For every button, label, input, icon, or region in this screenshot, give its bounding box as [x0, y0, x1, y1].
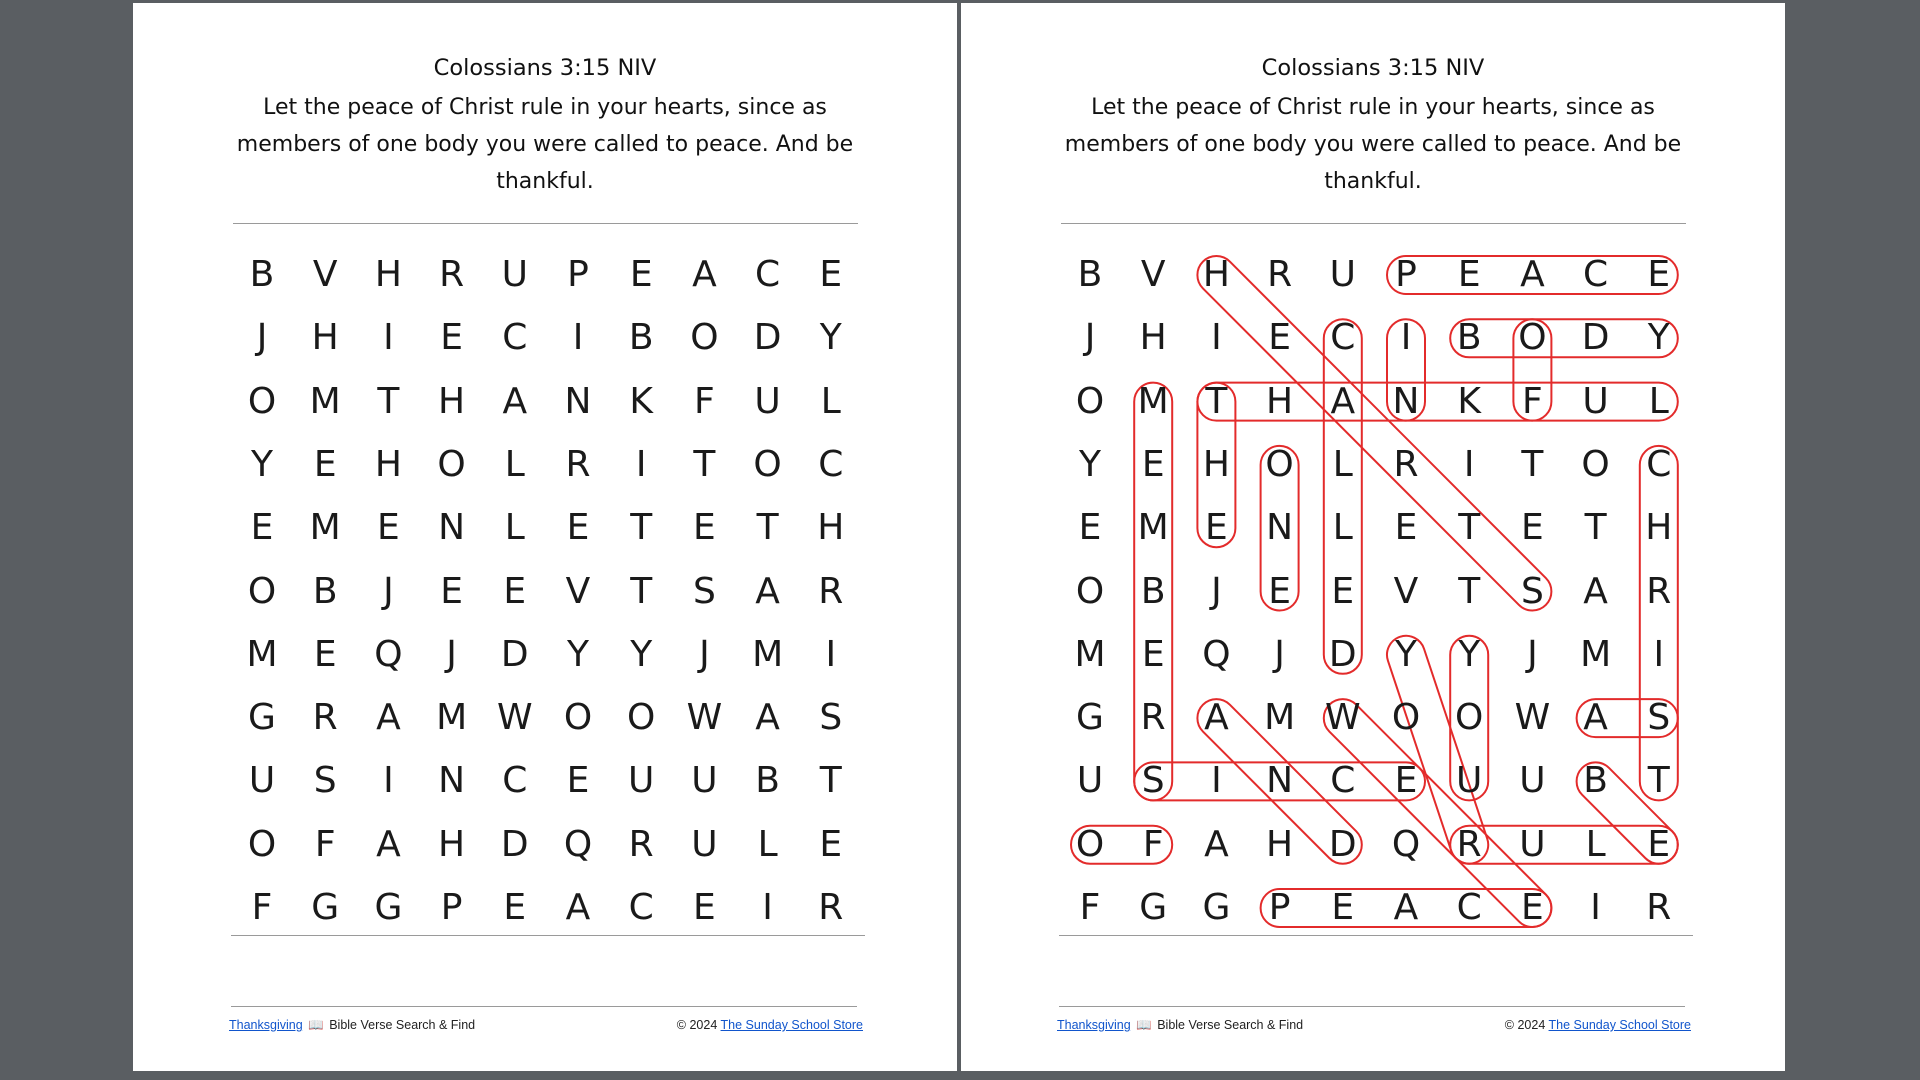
grid-letter: T — [377, 380, 400, 422]
grid-letter: U — [1582, 380, 1609, 422]
grid-letter: W — [686, 697, 723, 739]
grid-letter: T — [1584, 507, 1607, 549]
grid-letter: O — [1518, 317, 1547, 359]
store-link[interactable]: The Sunday School Store — [1548, 1018, 1691, 1032]
grid-letter: H — [1202, 254, 1230, 295]
grid-letter: G — [374, 887, 403, 928]
grid-letter: A — [376, 823, 401, 865]
grid-letter: Q — [1202, 633, 1231, 675]
grid-letter: R — [1140, 697, 1166, 739]
grid-letter: C — [1583, 254, 1609, 295]
grid-letter: E — [566, 760, 590, 802]
grid-letter: O — [1075, 380, 1105, 422]
letter-grid — [961, 3, 1785, 1071]
footer-right — [1505, 1018, 1691, 1032]
grid-letter: A — [692, 254, 717, 295]
grid-letter: E — [1268, 317, 1291, 359]
grid-letter: I — [1400, 317, 1412, 359]
grid-letter: O — [1391, 697, 1421, 739]
grid-letter: E — [693, 887, 716, 928]
grid-letter: F — [1142, 823, 1164, 865]
grid-letter: H — [1266, 380, 1294, 422]
grid-letter: W — [496, 697, 533, 739]
grid-letter: I — [1463, 443, 1475, 485]
grid-letter: O — [1075, 570, 1105, 612]
grid-letter: O — [1581, 443, 1610, 485]
book-icon: 📖 — [308, 1018, 324, 1032]
grid-letter: R — [1646, 887, 1672, 928]
grid-letter: G — [248, 697, 276, 739]
worksheet-page-answer-key — [961, 3, 1785, 1071]
grid-letter: C — [502, 760, 528, 802]
grid-letter: M — [1074, 633, 1106, 675]
grid-letter: Y — [630, 633, 653, 675]
grid-letter: Y — [1079, 443, 1101, 485]
grid-letter: I — [383, 760, 394, 802]
grid-letter: H — [1645, 507, 1673, 549]
grid-letter: A — [1520, 254, 1545, 295]
grid-letter: R — [1646, 570, 1672, 612]
grid-letter: T — [630, 507, 653, 549]
grid-letter: R — [565, 443, 591, 485]
grid-letter: L — [1648, 380, 1669, 422]
grid-letter: E — [1331, 887, 1355, 928]
grid-letter: B — [312, 570, 338, 612]
grid-letter: Q — [563, 823, 593, 865]
grid-letter: E — [1141, 443, 1165, 485]
grid-letter: C — [1646, 443, 1672, 485]
grid-letter: V — [565, 570, 591, 612]
grid-letter: P — [1268, 887, 1291, 928]
footer-divider — [231, 1006, 857, 1007]
grid-letter: M — [309, 507, 341, 549]
grid-letter: A — [1204, 823, 1229, 865]
grid-letter: I — [1211, 760, 1222, 802]
grid-letter: U — [248, 760, 276, 802]
grid-letter: E — [377, 507, 400, 549]
store-link[interactable]: The Sunday School Store — [720, 1018, 863, 1032]
grid-letter: J — [699, 633, 710, 675]
grid-letter: E — [693, 507, 716, 549]
grid-letter: E — [250, 507, 274, 549]
worksheet-page-puzzle — [133, 3, 957, 1071]
grid-letter: S — [692, 570, 716, 612]
grid-letter: Y — [251, 443, 273, 485]
category-link[interactable]: Thanksgiving — [229, 1018, 303, 1032]
grid-letter: D — [1581, 317, 1610, 359]
grid-letter: I — [1211, 317, 1222, 359]
grid-letter: A — [1204, 697, 1229, 739]
footer-divider — [1059, 1006, 1685, 1007]
grid-letter: M — [309, 380, 341, 422]
grid-letter: E — [503, 887, 527, 928]
grid-letter: R — [1456, 823, 1482, 865]
grid-letter: U — [1329, 254, 1356, 295]
grid-letter: A — [755, 570, 780, 612]
grid-letter: T — [756, 507, 779, 549]
grid-letter: A — [502, 380, 528, 422]
grid-letter: S — [1647, 697, 1671, 739]
grid-letter: O — [627, 697, 656, 739]
grid-letter: Y — [567, 633, 589, 675]
grid-letter: A — [1583, 697, 1608, 739]
grid-letter: U — [691, 760, 718, 802]
grid-letter: A — [1393, 887, 1419, 928]
grid-letter: U — [1519, 823, 1546, 865]
grid-letter: B — [1077, 254, 1103, 295]
grid-letter: J — [1527, 633, 1538, 675]
grid-letter: U — [501, 254, 528, 295]
grid-letter: Y — [819, 317, 842, 359]
grid-letter: N — [1266, 507, 1294, 549]
grid-letter: T — [693, 443, 716, 485]
grid-letter: E — [1078, 507, 1102, 549]
grid-letter: O — [247, 570, 277, 612]
grid-letter: O — [437, 443, 466, 485]
grid-letter: S — [313, 760, 337, 802]
grid-letter: O — [753, 443, 782, 485]
grid-letter: U — [754, 380, 781, 422]
grid-letter: D — [1328, 823, 1357, 865]
grid-letter: L — [1332, 507, 1353, 549]
grid-letter: U — [1519, 760, 1546, 802]
grid-letter: E — [1457, 254, 1481, 295]
grid-letter: C — [818, 443, 844, 485]
book-icon: 📖 — [1136, 1018, 1152, 1032]
grid-letter: J — [383, 570, 394, 612]
grid-letter: R — [1393, 443, 1419, 485]
grid-letter: L — [504, 443, 525, 485]
grid-letter: V — [1393, 570, 1419, 612]
grid-letter: E — [1331, 570, 1355, 612]
grid-letter: A — [565, 887, 591, 928]
grid-letter: N — [1266, 760, 1294, 802]
grid-letter: E — [1394, 760, 1418, 802]
grid-letter: T — [819, 760, 842, 802]
grid-letter: E — [1394, 507, 1418, 549]
verse-reference: Colossians 3:15 NIV — [1261, 55, 1485, 81]
grid-letter: K — [1457, 380, 1481, 422]
grid-letter: V — [1140, 254, 1166, 295]
grid-letter: O — [247, 823, 277, 865]
grid-letter: G — [1202, 887, 1231, 928]
grid-letter: P — [440, 887, 463, 928]
grid-letter: C — [1330, 317, 1356, 359]
grid-letter: A — [1330, 380, 1356, 422]
grid-letter: B — [755, 760, 780, 802]
grid-letter: O — [247, 380, 277, 422]
grid-letter: O — [1265, 443, 1294, 485]
grid-letter: L — [504, 507, 525, 549]
verse-reference: Colossians 3:15 NIV — [433, 55, 657, 81]
grid-letter: B — [1456, 317, 1482, 359]
grid-letter: L — [1332, 443, 1353, 485]
grid-letter: C — [1330, 760, 1356, 802]
grid-letter: E — [503, 570, 527, 612]
grid-letter: O — [563, 697, 593, 739]
footer-title: Bible Verse Search & Find — [1157, 1018, 1304, 1032]
grid-letter: A — [376, 697, 401, 739]
grid-letter: S — [819, 697, 843, 739]
grid-letter: L — [757, 823, 778, 865]
grid-letter: E — [1647, 823, 1671, 865]
grid-letter: B — [249, 254, 275, 295]
grid-letter: U — [1076, 760, 1104, 802]
grid-letter: S — [1520, 570, 1544, 612]
grid-letter: H — [817, 507, 845, 549]
grid-letter: E — [819, 254, 843, 295]
grid-letter: O — [1455, 697, 1484, 739]
grid-letter: M — [752, 633, 784, 675]
grid-letter: A — [755, 697, 780, 739]
grid-letter: E — [1521, 507, 1544, 549]
grid-letter: B — [1140, 570, 1166, 612]
grid-letter: Y — [1395, 633, 1417, 675]
grid-letter: J — [446, 633, 457, 675]
grid-letter: N — [564, 380, 592, 422]
grid-letter: M — [1137, 507, 1169, 549]
grid-letter: T — [630, 570, 653, 612]
grid-letter: Y — [1458, 633, 1481, 675]
grid-letter: E — [1268, 570, 1291, 612]
grid-letter: H — [1139, 317, 1167, 359]
bottom-divider — [231, 935, 865, 936]
grid-letter: T — [1647, 760, 1670, 802]
grid-letter: T — [1458, 507, 1481, 549]
grid-letter: M — [1137, 380, 1169, 422]
grid-letter: C — [755, 254, 781, 295]
grid-letter: G — [311, 887, 340, 928]
grid-letter: G — [1139, 887, 1168, 928]
grid-letter: W — [1514, 697, 1551, 739]
letter-grid — [133, 3, 957, 1071]
copyright-text: © 2024 — [1504, 1018, 1546, 1032]
grid-letter: E — [313, 443, 337, 485]
grid-letter: M — [436, 697, 468, 739]
grid-letter: M — [246, 633, 278, 675]
grid-letter: I — [572, 317, 584, 359]
grid-letter: F — [1522, 380, 1543, 422]
grid-letter: F — [314, 823, 336, 865]
grid-letter: U — [628, 760, 655, 802]
grid-letter: H — [311, 317, 339, 359]
grid-letter: E — [313, 633, 337, 675]
grid-letter: W — [1324, 697, 1361, 739]
grid-letter: Q — [1391, 823, 1421, 865]
footer-title: Bible Verse Search & Find — [329, 1018, 476, 1032]
grid-letter: Y — [1647, 317, 1670, 359]
grid-letter: H — [374, 443, 402, 485]
grid-letter: A — [1583, 570, 1608, 612]
grid-letter: S — [1141, 760, 1165, 802]
grid-letter: R — [312, 697, 338, 739]
grid-letter: E — [440, 570, 463, 612]
grid-letter: E — [1647, 254, 1671, 295]
grid-letter: M — [1580, 633, 1612, 675]
grid-letter: E — [629, 254, 653, 295]
grid-letter: R — [1267, 254, 1293, 295]
grid-letter: M — [1264, 697, 1296, 739]
grid-letter: F — [1079, 887, 1101, 928]
grid-letter: F — [251, 887, 273, 928]
grid-letter: O — [690, 317, 719, 359]
bottom-divider — [1059, 935, 1693, 936]
grid-letter: C — [502, 317, 528, 359]
grid-letter: E — [440, 317, 463, 359]
grid-letter: T — [1205, 380, 1228, 422]
grid-letter: I — [1653, 633, 1665, 675]
grid-letter: I — [825, 633, 837, 675]
verse-text: Let the peace of Christ rule in your hearts, since as members of one body you were called to peace. And be thankful. — [1064, 95, 1682, 194]
grid-letter: C — [1456, 887, 1482, 928]
grid-letter: N — [438, 760, 466, 802]
grid-letter: B — [1583, 760, 1608, 802]
grid-letter: J — [1084, 317, 1096, 359]
footer-left — [1057, 1018, 1303, 1033]
category-link[interactable]: Thanksgiving — [1057, 1018, 1131, 1032]
grid-letter: R — [818, 570, 844, 612]
grid-letter: N — [1392, 380, 1420, 422]
footer-right — [677, 1018, 863, 1032]
grid-letter: D — [1328, 633, 1357, 675]
grid-letter: D — [500, 633, 529, 675]
grid-letter: J — [1211, 570, 1222, 612]
grid-letter: E — [1521, 887, 1544, 928]
grid-letter: I — [635, 443, 647, 485]
verse-text: Let the peace of Christ rule in your hearts, since as members of one body you were called to peace. And be thankful. — [236, 95, 854, 194]
grid-letter: R — [439, 254, 465, 295]
grid-letter: H — [438, 823, 466, 865]
grid-letter: L — [820, 380, 841, 422]
grid-letter: H — [374, 254, 402, 295]
grid-letter: I — [762, 887, 773, 928]
grid-letter: E — [819, 823, 843, 865]
grid-letter: U — [1456, 760, 1483, 802]
grid-letter: E — [1141, 633, 1165, 675]
grid-letter: P — [567, 254, 589, 295]
grid-letter: C — [628, 887, 654, 928]
grid-letter: L — [1585, 823, 1606, 865]
grid-letter: D — [500, 823, 529, 865]
grid-letter: Q — [374, 633, 403, 675]
grid-letter: U — [691, 823, 718, 865]
grid-letter: T — [1458, 570, 1481, 612]
grid-letter: J — [1274, 633, 1285, 675]
grid-letter: H — [438, 380, 466, 422]
grid-letter: N — [438, 507, 466, 549]
grid-letter: G — [1076, 697, 1104, 739]
footer-left — [229, 1018, 475, 1033]
grid-letter: O — [1075, 823, 1105, 865]
grid-letter: E — [566, 507, 590, 549]
grid-letter: R — [628, 823, 654, 865]
grid-letter: R — [818, 887, 844, 928]
grid-letter: I — [383, 317, 394, 359]
grid-letter: F — [694, 380, 715, 422]
grid-letter: E — [1205, 507, 1228, 549]
grid-letter: K — [629, 380, 653, 422]
grid-letter: B — [628, 317, 654, 359]
grid-letter: H — [1202, 443, 1230, 485]
grid-letter: P — [1395, 254, 1417, 295]
grid-letter: V — [312, 254, 338, 295]
grid-letter: D — [753, 317, 782, 359]
copyright-text: © 2024 — [676, 1018, 718, 1032]
grid-letter: I — [1590, 887, 1601, 928]
grid-letter: T — [1521, 443, 1544, 485]
grid-letter: J — [256, 317, 268, 359]
grid-letter: H — [1266, 823, 1294, 865]
